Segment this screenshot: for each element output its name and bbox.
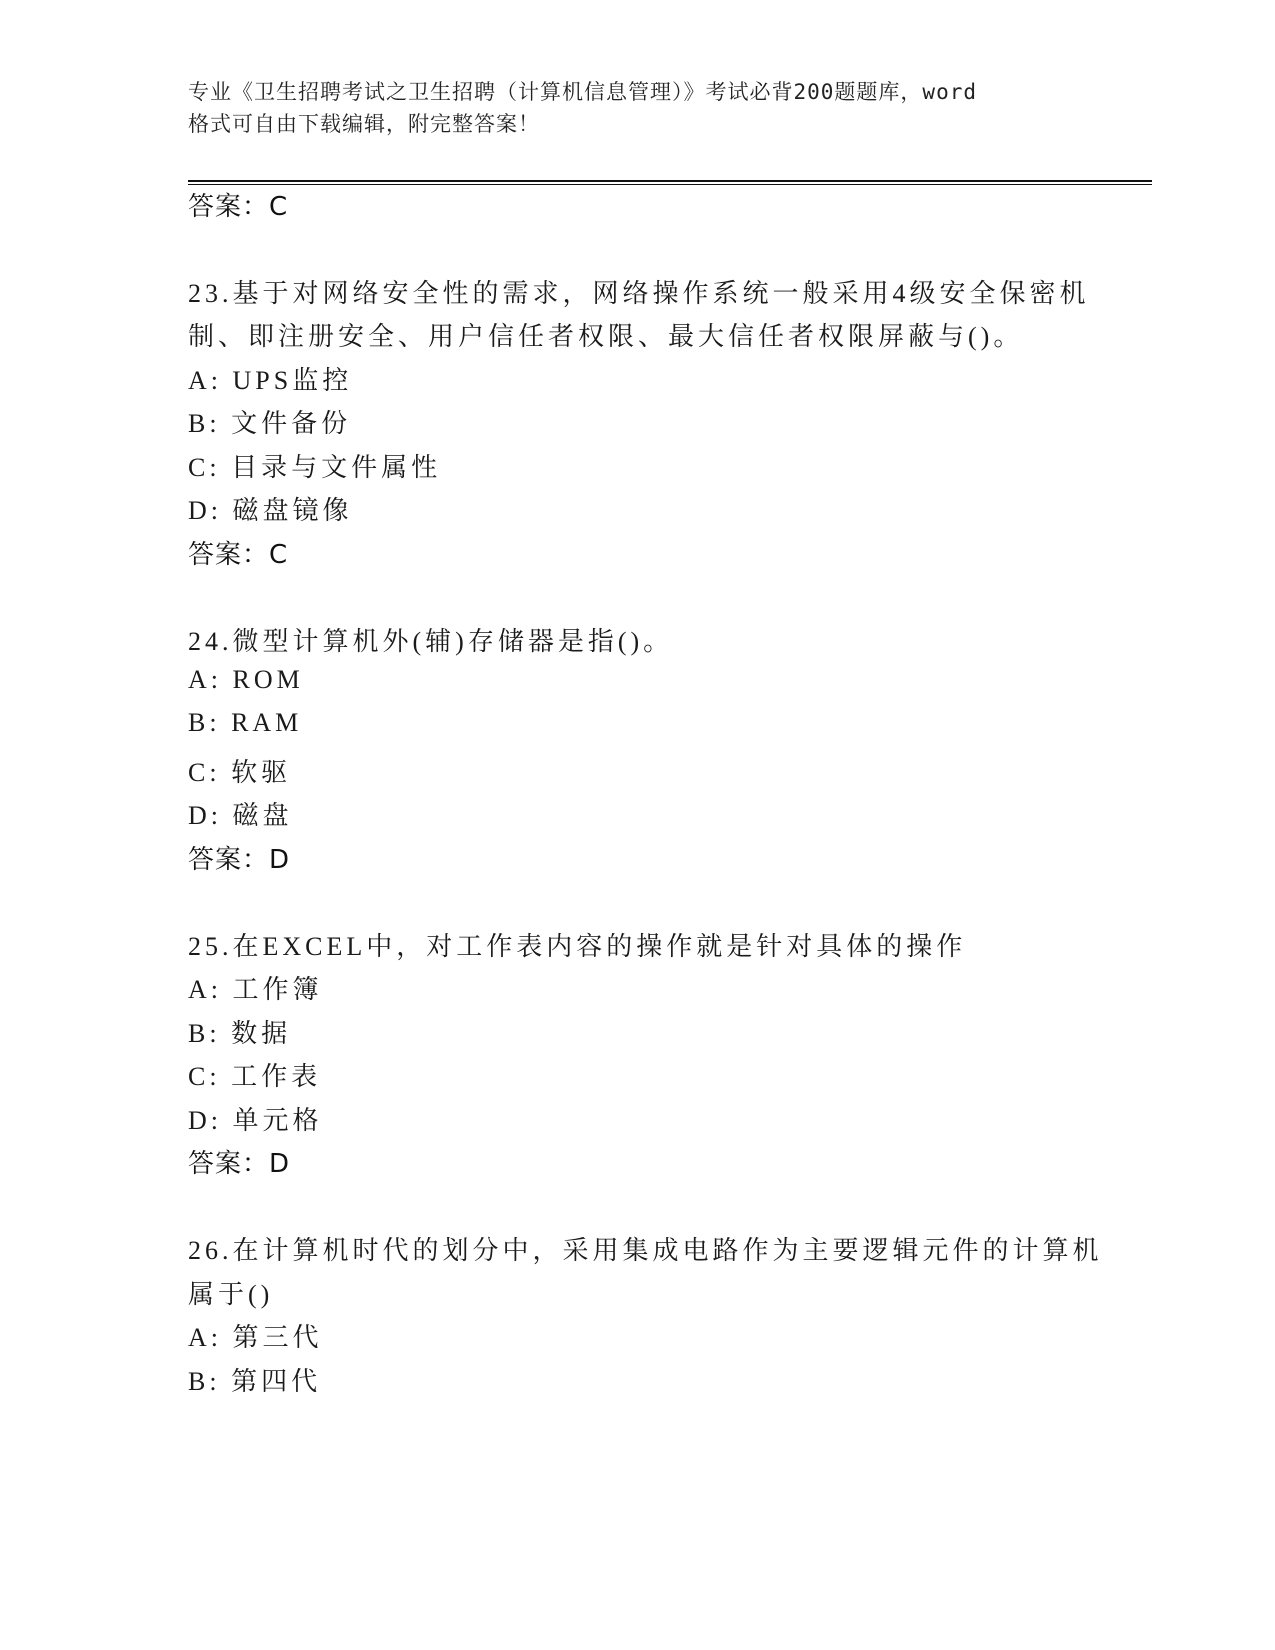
- option-a: A: 第三代: [188, 1323, 323, 1352]
- header-line-1: 专业《卫生招聘考试之卫生招聘（计算机信息管理）》考试必背200题题库，word: [188, 80, 977, 104]
- option-c: C: 目录与文件属性: [188, 453, 442, 482]
- question-stem: 26.在计算机时代的划分中，采用集成电路作为主要逻辑元件的计算机: [188, 1236, 1103, 1265]
- header-divider-thick: [188, 180, 1152, 182]
- document-header: [188, 76, 1088, 140]
- question-stem-continued: 制、即注册安全、用户信任者权限、最大信任者权限屏蔽与()。: [188, 322, 1024, 351]
- answer-line: 答案：D: [188, 845, 291, 875]
- question-stem: 25.在EXCEL中，对工作表内容的操作就是针对具体的操作: [188, 932, 967, 961]
- header-line-2: 格式可自由下载编辑，附完整答案！: [188, 112, 540, 136]
- option-a: A: 工作簿: [188, 975, 323, 1004]
- option-a: A: UPS监控: [188, 366, 353, 395]
- option-d: D: 磁盘: [188, 801, 293, 830]
- option-d: D: 磁盘镜像: [188, 496, 353, 525]
- option-b: B: RAM: [188, 708, 303, 737]
- header-divider-thin: [188, 184, 1152, 185]
- answer-line: 答案：D: [188, 1149, 291, 1179]
- answer-line: 答案：C: [188, 192, 289, 222]
- option-d: D: 单元格: [188, 1106, 323, 1135]
- answer-line: 答案：C: [188, 540, 289, 570]
- option-b: B: 第四代: [188, 1367, 322, 1396]
- option-c: C: 工作表: [188, 1062, 322, 1091]
- option-a: A: ROM: [188, 665, 304, 694]
- question-stem: 23.基于对网络安全性的需求，网络操作系统一般采用4级安全保密机: [188, 279, 1090, 308]
- question-stem-continued: 属于(): [188, 1280, 274, 1309]
- option-b: B: 文件备份: [188, 409, 352, 438]
- question-stem: 24.微型计算机外(辅)存储器是指()。: [188, 627, 674, 656]
- option-c: C: 软驱: [188, 758, 292, 787]
- option-b: B: 数据: [188, 1019, 292, 1048]
